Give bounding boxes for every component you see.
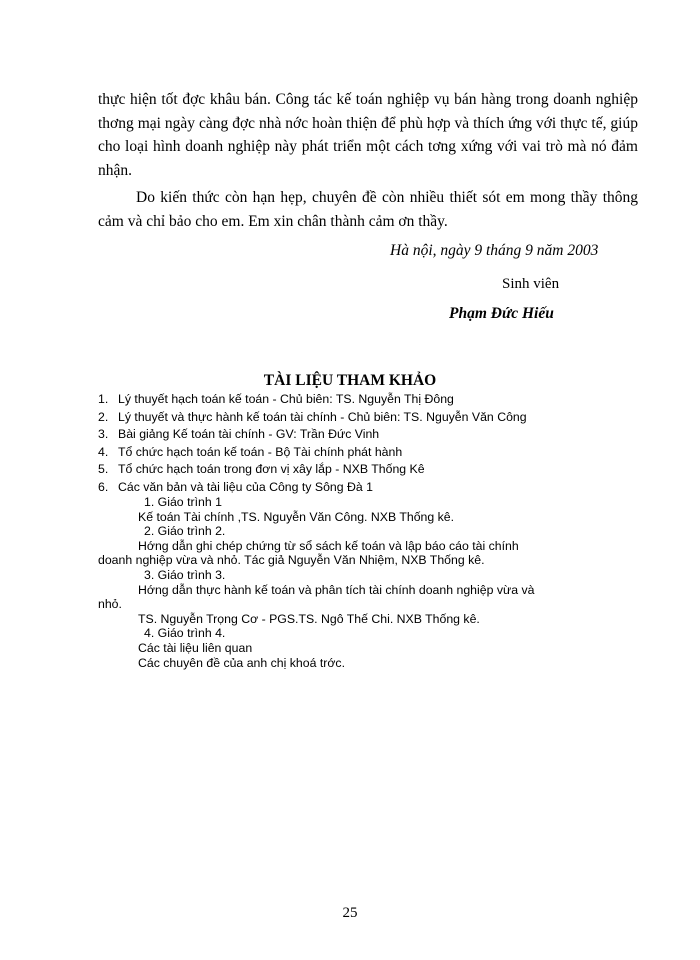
reference-text: Các văn bản và tài liệu của Công ty Sông Đà 1 (118, 479, 373, 494)
textbook-detail: Các tài liệu liên quan (138, 640, 253, 655)
textbook-detail: doanh nghiệp vừa và nhỏ. Tác giả Nguyễn Văn Nhiệm, NXB Thống kê. (98, 553, 485, 568)
textbook-heading: 2. Giáo trình 2. (144, 524, 226, 539)
textbook-detail: Hớng dẫn thực hành kế toán và phân tích tài chính doanh nghiệp vừa và (138, 582, 535, 597)
reference-number: 4. (98, 444, 109, 459)
reference-list (98, 391, 598, 496)
reference-item (98, 391, 598, 409)
signature-date: Hà nội, ngày 9 tháng 9 năm 2003 (390, 242, 599, 259)
reference-number: 6. (98, 479, 109, 494)
reference-number: 5. (98, 462, 109, 476)
page-number: 25 (342, 905, 358, 921)
reference-text: Tổ chức hạch toán trong đơn vị xây lắp - NXB Thống Kê (118, 462, 425, 476)
reference-item (98, 444, 598, 462)
textbook-detail: TS. Nguyễn Trọng Cơ - PGS.TS. Ngô Thế Chi. NXB Thống kê. (138, 611, 480, 626)
reference-text: Lý thuyết và thực hành kế toán tài chính - Chủ biên: TS. Nguyễn Văn Công (118, 409, 527, 424)
reference-item (98, 426, 598, 444)
reference-number: 2. (98, 409, 109, 424)
textbook-detail: Các chuyên đề của anh chị khoá trớc. (138, 655, 345, 670)
signature-name: Phạm Đức Hiếu (449, 305, 554, 322)
reference-item (98, 461, 598, 479)
signature-role: Sinh viên (502, 276, 560, 292)
body-paragraph-2: Do kiến thức còn hạn hẹp, chuyên đề còn nhiều thiết sót em mong thầy thông cảm và chỉ bảo cho em. Em xin chân thành cảm ơn thầy. (98, 189, 638, 230)
reference-number: 1. (98, 392, 109, 406)
reference-text: Tổ chức hạch toán kế toán - Bộ Tài chính phát hành (118, 444, 403, 459)
reference-item (98, 409, 598, 427)
textbook-heading: 3. Giáo trình 3. (144, 567, 226, 582)
textbook-heading: 4. Giáo trình 4. (144, 626, 226, 641)
textbook-detail: Kế toán Tài chính ,TS. Nguyễn Văn Công. NXB Thống kê. (138, 509, 455, 524)
reference-item (98, 479, 598, 497)
reference-text: Bài giảng Kế toán tài chính - GV: Trần Đức Vinh (118, 427, 380, 441)
reference-text: Lý thuyết hạch toán kế toán - Chủ biên: TS. Nguyễn Thị Đông (118, 392, 454, 406)
reference-number: 3. (98, 427, 109, 441)
textbook-heading: 1. Giáo trình 1 (144, 495, 222, 509)
textbook-list (98, 495, 638, 670)
references-title: TÀI LIỆU THAM KHẢO (263, 372, 437, 389)
textbook-detail: nhỏ. (98, 597, 122, 612)
body-paragraph-1: thực hiện tốt đợc khâu bán. Công tác kế toán nghiệp vụ bán hàng trong doanh nghiệp thơng mại ngày càng đợc nhà nớc hoàn thiện để phù hợp và thích ứng với thực tế, giúp cho loại hình doanh nghiệp này phát triển một cách tơng xứng với vai trò mà nó đảm nhận. (98, 91, 638, 179)
textbook-detail: Hớng dẫn ghi chép chứng từ sổ sách kế toán và lập báo cáo tài chính (138, 538, 519, 553)
